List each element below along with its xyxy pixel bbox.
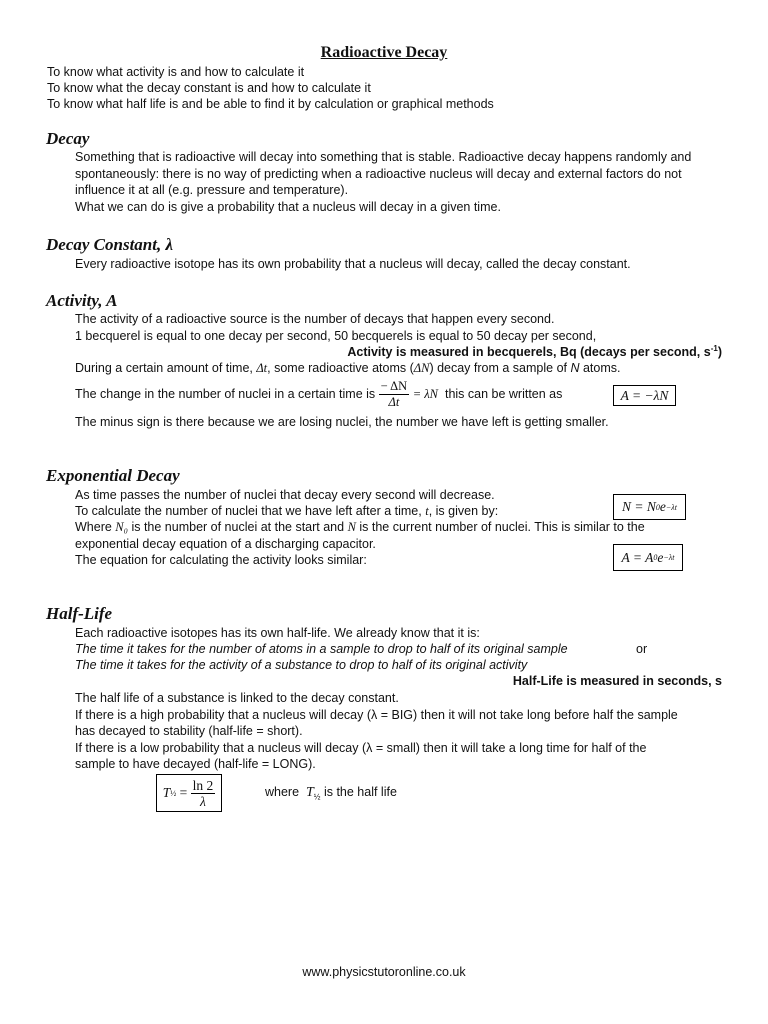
half-life-or: or bbox=[636, 642, 648, 656]
half-life-line-4: has decayed to stability (half-life = short). bbox=[75, 724, 303, 738]
half-life-definition-2: The time it takes for the activity of a substance to drop to half of its original activity bbox=[75, 658, 528, 672]
heading-exponential-decay: Exponential Decay bbox=[46, 466, 180, 485]
activity-line-2: 1 becquerel is equal to one decay per second, 50 becquerels is equal to 50 decay per second, bbox=[75, 329, 597, 343]
half-life-formula-box: T ½ = $\frac{\ln 2}{\lambda}$ bbox=[156, 774, 222, 812]
half-life-line-5: If there is a low probability that a nucleus will decay (λ = small) then it will take a long time for half of the bbox=[75, 741, 647, 755]
activity-formula-box: A = −λN bbox=[613, 385, 676, 406]
activity-line-1: The activity of a radioactive source is the number of decays that happen every second. bbox=[75, 312, 555, 326]
exponential-line-1: As time passes the number of nuclei that decay every second will decrease. bbox=[75, 488, 495, 502]
decay-paragraph: Something that is radioactive will decay into something that is stable. Radioactive decay happens randomly and spontaneously: there is no way of predicting when a radioactive nucleus will decay and external factors do not influence it at all (e.g. pressure and temperature). bbox=[75, 150, 692, 197]
exponential-line-2: To calculate the number of nuclei that we have left after a time, t, is given by: bbox=[75, 504, 499, 518]
activity-rate-equation-line: The change in the number of nuclei in a certain time is $\frac{- \Delta N}{\Delta t}$ = λN this can be written as bbox=[75, 379, 563, 410]
half-life-line-3: If there is a high probability that a nucleus will decay (λ = BIG) then it will not take long before half the sample bbox=[75, 708, 678, 722]
half-life-where-note: where $T_{\frac{1}{2}}$ is the half life bbox=[265, 785, 397, 802]
footer-url: www.physicstutoronline.co.uk bbox=[302, 965, 466, 979]
exponential-line-5: The equation for calculating the activity looks similar: bbox=[75, 553, 367, 567]
activity-units-note: Activity is measured in becquerels, Bq (decays per second, $s^{-1}$) bbox=[347, 344, 722, 360]
half-life-line-1: Each radioactive isotopes has its own half-life. We already know that it is: bbox=[75, 626, 480, 640]
heading-decay-constant: Decay Constant, λ bbox=[46, 235, 174, 254]
half-life-definition-1: The time it takes for the number of atoms in a sample to drop to half of its original sample bbox=[75, 642, 568, 656]
heading-decay: Decay bbox=[46, 129, 90, 148]
half-life-line-6: sample to have decayed (half-life = LONG). bbox=[75, 757, 316, 771]
objective-2: To know what the decay constant is and how to calculate it bbox=[47, 81, 371, 95]
decay-probability-line: What we can do is give a probability that a nucleus will decay in a given time. bbox=[75, 200, 501, 214]
rate-fraction: $\frac{- \Delta N}{\Delta t}$ bbox=[380, 379, 408, 410]
exponential-line-4: exponential decay equation of a discharging capacitor. bbox=[75, 537, 376, 551]
page-title: Radioactive Decay bbox=[320, 44, 448, 61]
half-life-line-2: The half life of a substance is linked to the decay constant. bbox=[75, 691, 399, 705]
heading-half-life: Half-Life bbox=[46, 604, 113, 623]
activity-line-3: During a certain amount of time, Δt, some radioactive atoms (ΔN) decay from a sample of N atoms. bbox=[75, 361, 621, 375]
half-life-units-note: Half-Life is measured in seconds, s bbox=[512, 674, 722, 688]
exponential-line-3: Where N₀ is the number of nuclei at the start and N is the current number of nuclei. This is similar to the bbox=[75, 520, 645, 534]
heading-activity: Activity, A bbox=[46, 291, 118, 310]
objective-1: To know what activity is and how to calculate it bbox=[47, 65, 305, 79]
nuclei-decay-formula-box: N = N 0 e −λt bbox=[613, 494, 686, 520]
decay-constant-paragraph: Every radioactive isotope has its own probability that a nucleus will decay, called the decay constant. bbox=[75, 257, 631, 271]
activity-line-5: The minus sign is there because we are losing nuclei, the number we have left is getting smaller. bbox=[75, 415, 609, 429]
activity-decay-formula-box: A = A 0 e −λt bbox=[613, 544, 683, 571]
objective-3: To know what half life is and be able to find it by calculation or graphical methods bbox=[47, 97, 494, 111]
